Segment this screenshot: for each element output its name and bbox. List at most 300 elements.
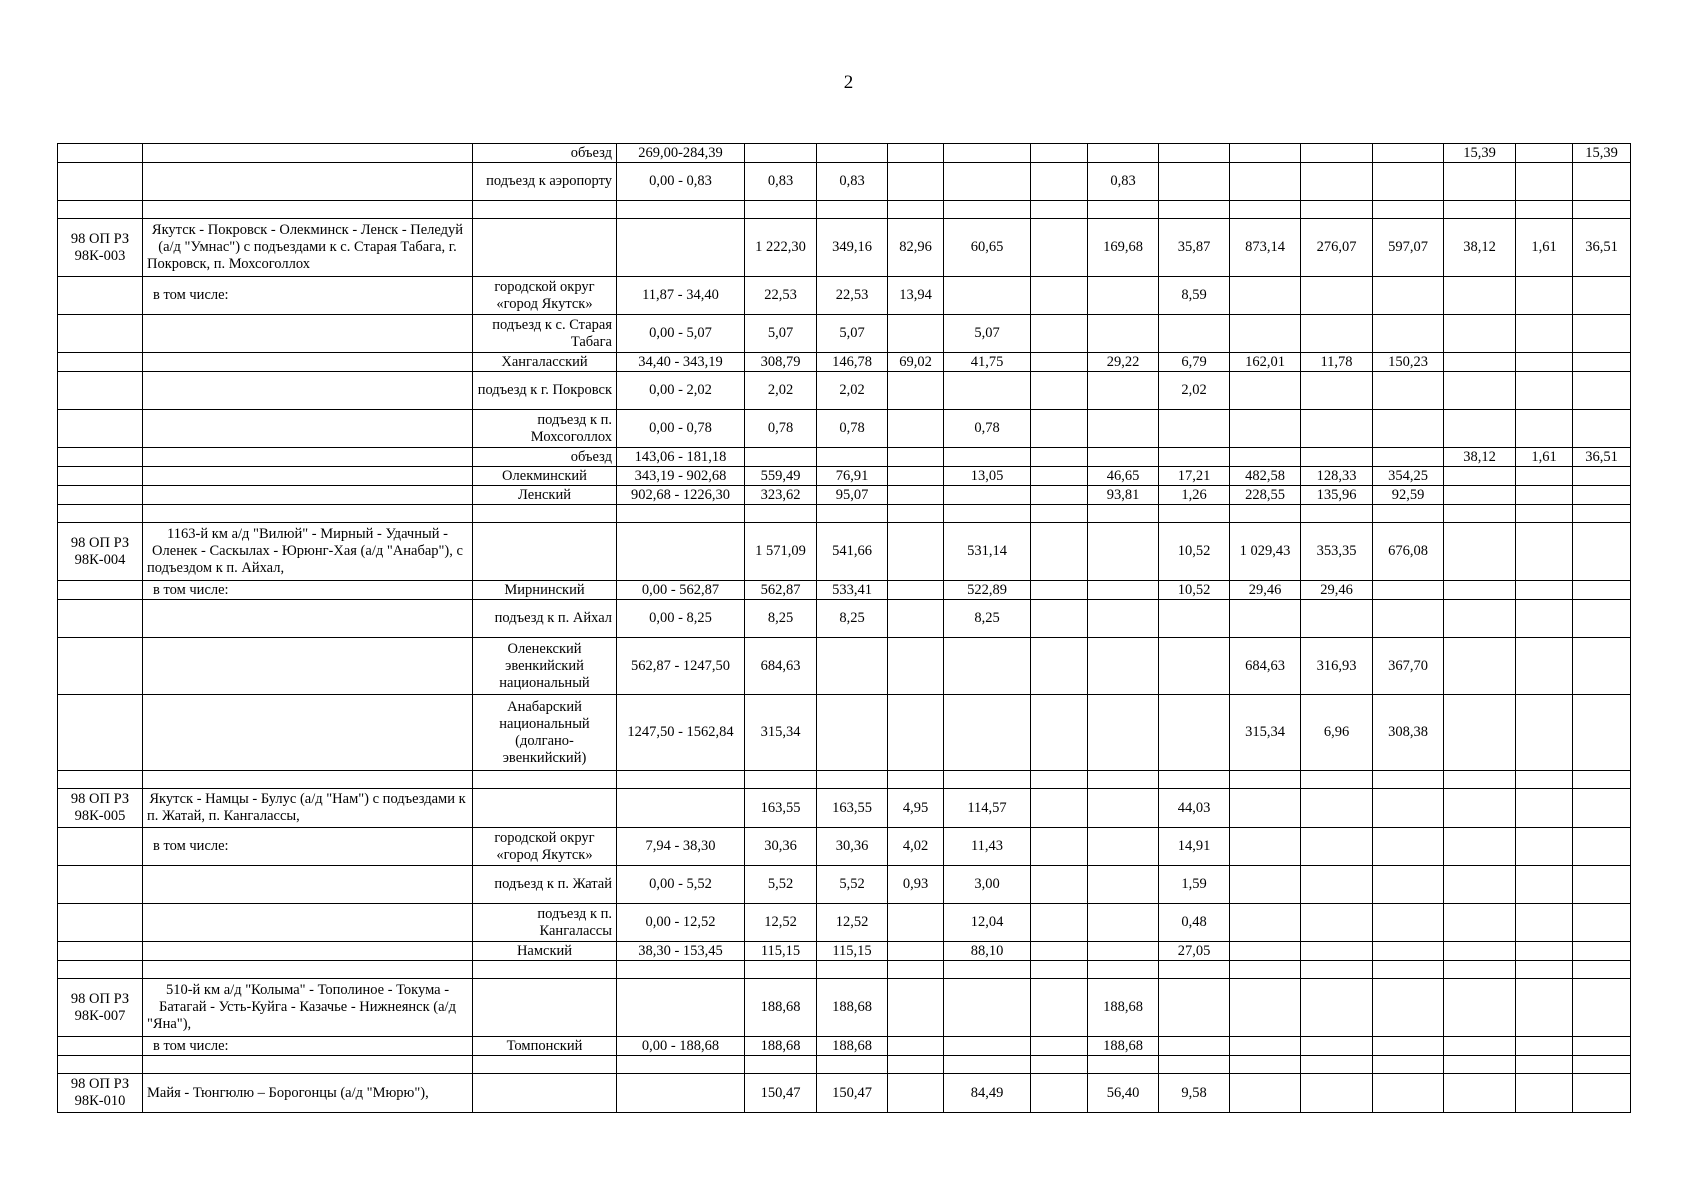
- value-cell: [1230, 144, 1301, 163]
- value-cell: [1516, 410, 1573, 448]
- district-cell: городской округ «город Якутск»: [473, 828, 617, 866]
- district-cell: [473, 979, 617, 1037]
- km-range-cell: [617, 1056, 745, 1074]
- value-cell: [888, 1074, 944, 1113]
- value-cell: 12,52: [745, 904, 817, 942]
- value-cell: 5,07: [944, 315, 1031, 353]
- value-cell: [1373, 1074, 1444, 1113]
- district-cell: [473, 789, 617, 828]
- value-cell: 30,36: [745, 828, 817, 866]
- value-cell: 1,61: [1516, 219, 1573, 277]
- value-cell: 22,53: [745, 277, 817, 315]
- value-cell: 0,83: [745, 163, 817, 201]
- table-row: [58, 600, 1631, 638]
- value-cell: [888, 695, 944, 771]
- value-cell: [1373, 410, 1444, 448]
- value-cell: [1230, 372, 1301, 410]
- value-cell: [1031, 979, 1088, 1037]
- value-cell: 315,34: [745, 695, 817, 771]
- value-cell: 150,23: [1373, 353, 1444, 372]
- value-cell: [1301, 448, 1373, 467]
- district-cell: объезд: [473, 144, 617, 163]
- value-cell: [1301, 163, 1373, 201]
- table-row: [58, 163, 1631, 201]
- value-cell: [944, 771, 1031, 789]
- value-cell: [1159, 144, 1230, 163]
- km-range-cell: [617, 771, 745, 789]
- value-cell: 4,02: [888, 828, 944, 866]
- value-cell: [817, 201, 888, 219]
- value-cell: [1159, 448, 1230, 467]
- value-cell: [1088, 277, 1159, 315]
- value-cell: [944, 979, 1031, 1037]
- road-id-cell: [58, 315, 143, 353]
- value-cell: [1031, 866, 1088, 904]
- district-cell: [473, 219, 617, 277]
- value-cell: [1301, 315, 1373, 353]
- district-cell: Мирнинский: [473, 581, 617, 600]
- value-cell: 541,66: [817, 523, 888, 581]
- value-cell: [1516, 695, 1573, 771]
- km-range-cell: 0,00 - 2,02: [617, 372, 745, 410]
- value-cell: [1230, 315, 1301, 353]
- road-name-cell: в том числе:: [143, 277, 473, 315]
- value-cell: [1031, 505, 1088, 523]
- value-cell: [1088, 315, 1159, 353]
- table-row: [58, 523, 1631, 581]
- value-cell: 2,02: [1159, 372, 1230, 410]
- road-id-cell: [58, 904, 143, 942]
- value-cell: [1444, 904, 1516, 942]
- road-name-cell: [143, 163, 473, 201]
- value-cell: [1159, 771, 1230, 789]
- value-cell: [1159, 163, 1230, 201]
- district-cell: [473, 505, 617, 523]
- value-cell: 12,52: [817, 904, 888, 942]
- value-cell: [1159, 410, 1230, 448]
- value-cell: [1373, 828, 1444, 866]
- roads-table: [57, 143, 1631, 1113]
- value-cell: [1444, 638, 1516, 695]
- value-cell: [1573, 961, 1631, 979]
- value-cell: [1373, 372, 1444, 410]
- value-cell: 128,33: [1301, 467, 1373, 486]
- table-row: [58, 372, 1631, 410]
- value-cell: [1031, 1056, 1088, 1074]
- value-cell: [1031, 448, 1088, 467]
- value-cell: [817, 638, 888, 695]
- km-range-cell: [617, 1074, 745, 1113]
- value-cell: 35,87: [1159, 219, 1230, 277]
- value-cell: [888, 979, 944, 1037]
- value-cell: [1230, 163, 1301, 201]
- value-cell: [1573, 600, 1631, 638]
- value-cell: 82,96: [888, 219, 944, 277]
- value-cell: 22,53: [817, 277, 888, 315]
- value-cell: 36,51: [1573, 448, 1631, 467]
- value-cell: [1301, 201, 1373, 219]
- road-name-cell: [143, 600, 473, 638]
- value-cell: [1031, 315, 1088, 353]
- value-cell: 11,78: [1301, 353, 1373, 372]
- value-cell: [944, 961, 1031, 979]
- value-cell: [1373, 942, 1444, 961]
- km-range-cell: 0,00 - 0,78: [617, 410, 745, 448]
- value-cell: [1573, 523, 1631, 581]
- district-cell: [473, 1056, 617, 1074]
- value-cell: [888, 372, 944, 410]
- value-cell: 0,78: [944, 410, 1031, 448]
- value-cell: [888, 1056, 944, 1074]
- value-cell: 150,47: [817, 1074, 888, 1113]
- value-cell: 6,96: [1301, 695, 1373, 771]
- value-cell: 29,46: [1230, 581, 1301, 600]
- value-cell: [1301, 828, 1373, 866]
- road-name-cell: [143, 315, 473, 353]
- value-cell: 9,58: [1159, 1074, 1230, 1113]
- value-cell: 38,12: [1444, 219, 1516, 277]
- value-cell: [1031, 372, 1088, 410]
- value-cell: [1516, 1074, 1573, 1113]
- value-cell: [745, 448, 817, 467]
- value-cell: 1 029,43: [1230, 523, 1301, 581]
- value-cell: 1,59: [1159, 866, 1230, 904]
- district-cell: подъезд к п. Кангалассы: [473, 904, 617, 942]
- value-cell: [1088, 201, 1159, 219]
- value-cell: [1031, 410, 1088, 448]
- value-cell: [888, 600, 944, 638]
- value-cell: 228,55: [1230, 486, 1301, 505]
- value-cell: [1516, 467, 1573, 486]
- value-cell: 188,68: [817, 979, 888, 1037]
- value-cell: [1516, 979, 1573, 1037]
- value-cell: [1301, 942, 1373, 961]
- value-cell: 0,93: [888, 866, 944, 904]
- value-cell: [1088, 866, 1159, 904]
- table-row: [58, 410, 1631, 448]
- value-cell: [1516, 315, 1573, 353]
- value-cell: [1444, 315, 1516, 353]
- value-cell: [1444, 201, 1516, 219]
- value-cell: 60,65: [944, 219, 1031, 277]
- value-cell: [1301, 1074, 1373, 1113]
- value-cell: [1301, 277, 1373, 315]
- value-cell: [1230, 600, 1301, 638]
- value-cell: [1088, 410, 1159, 448]
- road-name-cell: [143, 961, 473, 979]
- road-id-cell: [58, 505, 143, 523]
- value-cell: [1516, 600, 1573, 638]
- value-cell: 562,87: [745, 581, 817, 600]
- value-cell: [1088, 789, 1159, 828]
- km-range-cell: [617, 789, 745, 828]
- value-cell: [1573, 1056, 1631, 1074]
- value-cell: 8,25: [944, 600, 1031, 638]
- value-cell: [1301, 144, 1373, 163]
- value-cell: 0,78: [745, 410, 817, 448]
- value-cell: [1159, 1037, 1230, 1056]
- value-cell: 150,47: [745, 1074, 817, 1113]
- value-cell: [745, 961, 817, 979]
- road-id-cell: [58, 201, 143, 219]
- value-cell: 0,83: [1088, 163, 1159, 201]
- value-cell: [1230, 904, 1301, 942]
- road-id-cell: [58, 486, 143, 505]
- value-cell: [1031, 353, 1088, 372]
- district-cell: [473, 523, 617, 581]
- road-id-cell: 98 ОП РЗ 98К-007: [58, 979, 143, 1037]
- value-cell: 308,79: [745, 353, 817, 372]
- value-cell: [1230, 1074, 1301, 1113]
- road-name-cell: [143, 866, 473, 904]
- value-cell: 676,08: [1373, 523, 1444, 581]
- value-cell: 115,15: [745, 942, 817, 961]
- value-cell: [1088, 448, 1159, 467]
- value-cell: [1301, 904, 1373, 942]
- value-cell: [944, 505, 1031, 523]
- value-cell: [1230, 410, 1301, 448]
- value-cell: [1301, 1037, 1373, 1056]
- district-cell: объезд: [473, 448, 617, 467]
- value-cell: [1444, 828, 1516, 866]
- value-cell: [1230, 942, 1301, 961]
- value-cell: 30,36: [817, 828, 888, 866]
- km-range-cell: 269,00-284,39: [617, 144, 745, 163]
- value-cell: [817, 505, 888, 523]
- value-cell: [944, 1037, 1031, 1056]
- value-cell: 2,02: [745, 372, 817, 410]
- value-cell: [745, 505, 817, 523]
- value-cell: [1301, 789, 1373, 828]
- value-cell: 1,26: [1159, 486, 1230, 505]
- value-cell: 11,43: [944, 828, 1031, 866]
- value-cell: 8,25: [817, 600, 888, 638]
- value-cell: [1031, 467, 1088, 486]
- table-row: [58, 1074, 1631, 1113]
- table-row: [58, 789, 1631, 828]
- value-cell: [1573, 771, 1631, 789]
- value-cell: [745, 1056, 817, 1074]
- value-cell: [1031, 638, 1088, 695]
- value-cell: [1516, 201, 1573, 219]
- value-cell: [888, 638, 944, 695]
- value-cell: [1031, 523, 1088, 581]
- value-cell: [1031, 904, 1088, 942]
- value-cell: [944, 695, 1031, 771]
- value-cell: 533,41: [817, 581, 888, 600]
- value-cell: [1301, 600, 1373, 638]
- km-range-cell: [617, 979, 745, 1037]
- value-cell: 1 222,30: [745, 219, 817, 277]
- value-cell: 316,93: [1301, 638, 1373, 695]
- value-cell: [888, 523, 944, 581]
- value-cell: 3,00: [944, 866, 1031, 904]
- district-cell: Анабарский национальный (долгано-эвенкийский): [473, 695, 617, 771]
- value-cell: [1031, 201, 1088, 219]
- km-range-cell: 11,87 - 34,40: [617, 277, 745, 315]
- road-name-cell: Якутск - Намцы - Булус (а/д "Нам") с подъездами к п. Жатай, п. Кангалассы,: [143, 789, 473, 828]
- road-id-cell: 98 ОП РЗ 98К-010: [58, 1074, 143, 1113]
- value-cell: [1444, 467, 1516, 486]
- road-name-cell: в том числе:: [143, 828, 473, 866]
- value-cell: [1573, 695, 1631, 771]
- table-row: [58, 866, 1631, 904]
- km-range-cell: 0,00 - 188,68: [617, 1037, 745, 1056]
- value-cell: [888, 486, 944, 505]
- value-cell: [1444, 866, 1516, 904]
- table-row: [58, 505, 1631, 523]
- road-id-cell: [58, 942, 143, 961]
- km-range-cell: 0,00 - 12,52: [617, 904, 745, 942]
- value-cell: [1516, 866, 1573, 904]
- value-cell: [1573, 505, 1631, 523]
- value-cell: [944, 277, 1031, 315]
- km-range-cell: 0,00 - 8,25: [617, 600, 745, 638]
- value-cell: 36,51: [1573, 219, 1631, 277]
- value-cell: [1088, 771, 1159, 789]
- value-cell: [745, 144, 817, 163]
- value-cell: 15,39: [1573, 144, 1631, 163]
- value-cell: 5,07: [817, 315, 888, 353]
- value-cell: 29,22: [1088, 353, 1159, 372]
- value-cell: 323,62: [745, 486, 817, 505]
- value-cell: 353,35: [1301, 523, 1373, 581]
- road-name-cell: [143, 372, 473, 410]
- road-id-cell: [58, 448, 143, 467]
- value-cell: [817, 961, 888, 979]
- value-cell: [1301, 979, 1373, 1037]
- road-name-cell: в том числе:: [143, 1037, 473, 1056]
- value-cell: [1031, 163, 1088, 201]
- value-cell: 188,68: [1088, 979, 1159, 1037]
- value-cell: [1301, 771, 1373, 789]
- table-row: [58, 961, 1631, 979]
- km-range-cell: 562,87 - 1247,50: [617, 638, 745, 695]
- km-range-cell: [617, 201, 745, 219]
- value-cell: [944, 448, 1031, 467]
- table-row: [58, 201, 1631, 219]
- value-cell: 188,68: [1088, 1037, 1159, 1056]
- value-cell: [1516, 904, 1573, 942]
- value-cell: 15,39: [1444, 144, 1516, 163]
- value-cell: [1301, 505, 1373, 523]
- district-cell: подъезд к п. Мохсоголлох: [473, 410, 617, 448]
- value-cell: [1373, 904, 1444, 942]
- value-cell: [1573, 410, 1631, 448]
- value-cell: 76,91: [817, 467, 888, 486]
- value-cell: [1088, 144, 1159, 163]
- value-cell: [888, 904, 944, 942]
- value-cell: [1301, 372, 1373, 410]
- value-cell: 163,55: [745, 789, 817, 828]
- value-cell: [1373, 1056, 1444, 1074]
- value-cell: [1516, 942, 1573, 961]
- value-cell: [1230, 505, 1301, 523]
- road-id-cell: [58, 467, 143, 486]
- value-cell: [1573, 1074, 1631, 1113]
- value-cell: 135,96: [1301, 486, 1373, 505]
- value-cell: [1088, 581, 1159, 600]
- value-cell: [1516, 638, 1573, 695]
- value-cell: [817, 144, 888, 163]
- road-id-cell: [58, 410, 143, 448]
- table-row: [58, 448, 1631, 467]
- value-cell: [1373, 961, 1444, 979]
- value-cell: [1031, 771, 1088, 789]
- road-name-cell: [143, 144, 473, 163]
- value-cell: [1573, 486, 1631, 505]
- value-cell: 27,05: [1159, 942, 1230, 961]
- value-cell: [944, 163, 1031, 201]
- road-id-cell: [58, 866, 143, 904]
- table-row: [58, 695, 1631, 771]
- value-cell: [1301, 410, 1373, 448]
- value-cell: [1444, 771, 1516, 789]
- value-cell: [1159, 505, 1230, 523]
- value-cell: 276,07: [1301, 219, 1373, 277]
- road-id-cell: [58, 353, 143, 372]
- value-cell: [944, 372, 1031, 410]
- table-row: [58, 828, 1631, 866]
- value-cell: [1573, 163, 1631, 201]
- district-cell: подъезд к аэропорту: [473, 163, 617, 201]
- value-cell: [1444, 942, 1516, 961]
- value-cell: [1159, 201, 1230, 219]
- road-name-cell: [143, 904, 473, 942]
- value-cell: [1230, 448, 1301, 467]
- value-cell: 367,70: [1373, 638, 1444, 695]
- km-range-cell: [617, 219, 745, 277]
- value-cell: 8,25: [745, 600, 817, 638]
- value-cell: [1088, 523, 1159, 581]
- value-cell: [1373, 771, 1444, 789]
- value-cell: 349,16: [817, 219, 888, 277]
- value-cell: [1088, 942, 1159, 961]
- value-cell: 17,21: [1159, 467, 1230, 486]
- table-row: [58, 277, 1631, 315]
- road-id-cell: [58, 695, 143, 771]
- value-cell: [1373, 789, 1444, 828]
- km-range-cell: 0,00 - 0,83: [617, 163, 745, 201]
- value-cell: [1444, 1074, 1516, 1113]
- value-cell: 69,02: [888, 353, 944, 372]
- value-cell: [1516, 144, 1573, 163]
- value-cell: [1373, 979, 1444, 1037]
- value-cell: [1159, 315, 1230, 353]
- road-id-cell: 98 ОП РЗ 98К-003: [58, 219, 143, 277]
- value-cell: 559,49: [745, 467, 817, 486]
- value-cell: [944, 144, 1031, 163]
- value-cell: [1444, 1037, 1516, 1056]
- value-cell: 354,25: [1373, 467, 1444, 486]
- value-cell: 114,57: [944, 789, 1031, 828]
- km-range-cell: 343,19 - 902,68: [617, 467, 745, 486]
- value-cell: [888, 505, 944, 523]
- value-cell: [1031, 695, 1088, 771]
- value-cell: [1444, 695, 1516, 771]
- value-cell: 0,48: [1159, 904, 1230, 942]
- km-range-cell: 0,00 - 5,07: [617, 315, 745, 353]
- value-cell: [1159, 638, 1230, 695]
- value-cell: [1031, 219, 1088, 277]
- value-cell: [817, 695, 888, 771]
- value-cell: 10,52: [1159, 523, 1230, 581]
- value-cell: [1159, 695, 1230, 771]
- value-cell: [1573, 581, 1631, 600]
- value-cell: [1573, 904, 1631, 942]
- road-id-cell: [58, 144, 143, 163]
- value-cell: [1230, 1037, 1301, 1056]
